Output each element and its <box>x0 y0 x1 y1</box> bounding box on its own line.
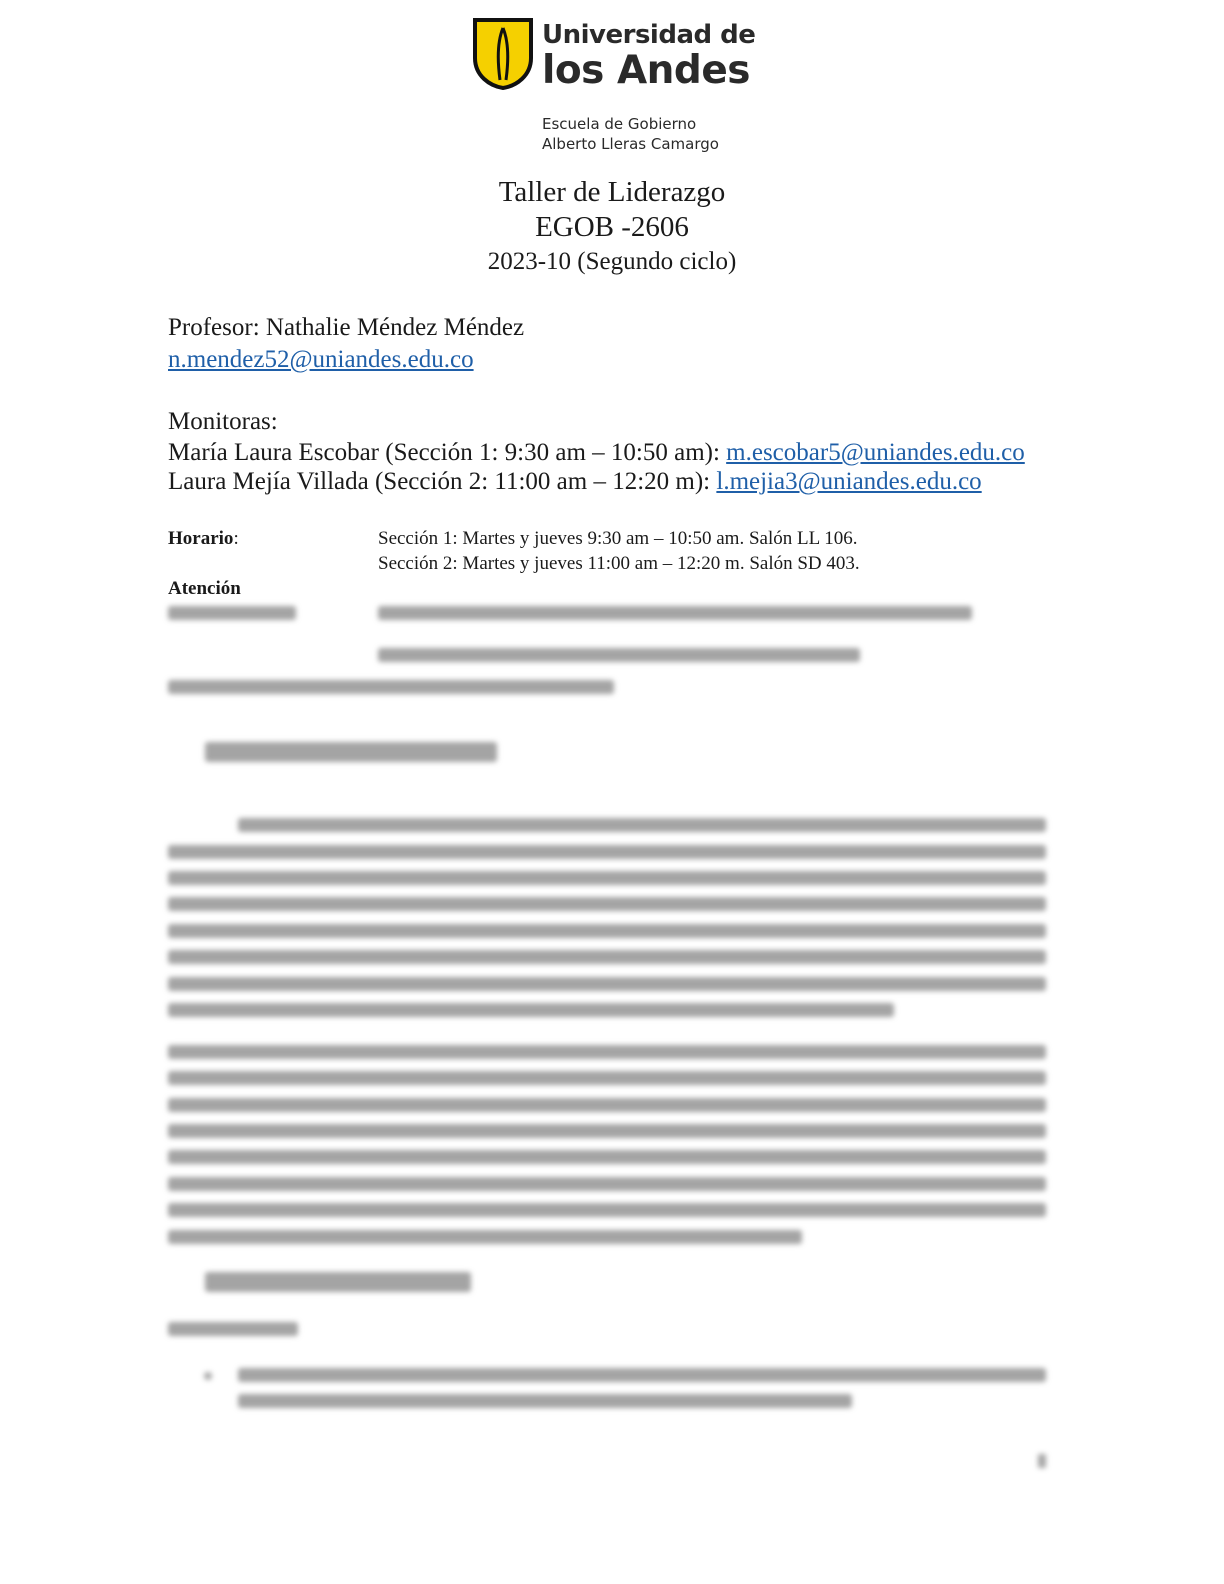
logo-text-line2: los Andes <box>542 48 750 93</box>
schedule-label-text: Horario <box>168 528 234 549</box>
course-code: EGOB -2606 <box>535 211 689 243</box>
attention-label: Atención <box>168 578 241 599</box>
monitor-2-text: Laura Mejía Villada (Sección 2: 11:00 am – 12:20 m): <box>168 468 717 495</box>
monitors-heading: Monitoras: <box>168 408 278 435</box>
schedule-line-1: Sección 1: Martes y jueves 9:30 am – 10:50 am. Salón LL 106. <box>378 528 858 549</box>
professor-name: Profesor: Nathalie Méndez Méndez <box>168 314 525 341</box>
logo-text-line3: Escuela de Gobierno <box>542 115 697 133</box>
professor-email-link[interactable]: n.mendez52@uniandes.edu.co <box>168 346 474 373</box>
logo-text-line4: Alberto Lleras Camargo <box>542 135 719 153</box>
monitor-1-text: María Laura Escobar (Sección 1: 9:30 am – 10:50 am): <box>168 439 727 466</box>
schedule-line-2: Sección 2: Martes y jueves 11:00 am – 12:20 m. Salón SD 403. <box>378 553 860 574</box>
monitor-2-email-link[interactable]: l.mejia3@uniandes.edu.co <box>716 468 982 495</box>
schedule-label-colon: : <box>233 528 239 549</box>
monitor-1-email-link[interactable]: m.escobar5@uniandes.edu.co <box>726 439 1025 466</box>
course-term: 2023-10 (Segundo ciclo) <box>487 248 737 275</box>
course-title: Taller de Liderazgo <box>498 176 726 208</box>
logo-text-line1: Universidad de <box>542 20 756 50</box>
